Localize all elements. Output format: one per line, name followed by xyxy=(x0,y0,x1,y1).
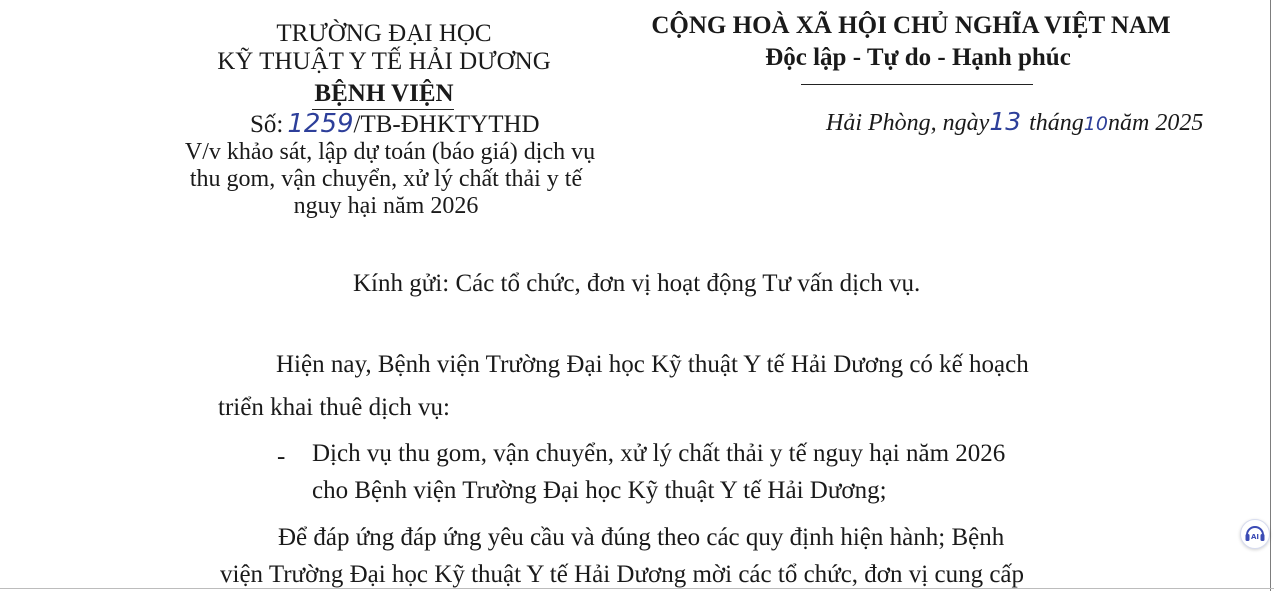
recipient-line: Kính gửi: Các tổ chức, đơn vị hoạt động Tư vấn dịch vụ. xyxy=(353,270,921,297)
bullet-dash: - xyxy=(277,443,286,470)
motto-underline xyxy=(801,84,1033,85)
body-para2-line2: viện Trường Đại học Kỹ thuật Y tế Hải Dương mời các tổ chức, đơn vị cung cấp xyxy=(220,561,1025,588)
ai-label: AI xyxy=(1250,533,1260,541)
body-para2-line1: Để đáp ứng đáp ứng yêu cầu và đúng theo các quy định hiện hành; Bệnh xyxy=(278,524,1005,551)
place-date-prefix: Hải Phòng, ngày xyxy=(826,110,990,136)
national-motto: Độc lập - Tự do - Hạnh phúc xyxy=(765,44,1071,71)
document-number xyxy=(250,109,540,139)
country-name: CỘNG HOÀ XÃ HỘI CHỦ NGHĨA VIỆT NAM xyxy=(651,12,1171,39)
bullet-line-2: cho Bệnh viện Trường Đại học Kỹ thuật Y tế Hải Dương; xyxy=(312,477,887,504)
body-para1-line1: Hiện nay, Bệnh viện Trường Đại học Kỹ thuật Y tế Hải Dương có kế hoạch xyxy=(276,351,1029,378)
headset-icon xyxy=(1243,522,1267,546)
header-hospital: BỆNH VIỆN xyxy=(314,80,454,107)
place-date xyxy=(826,107,1203,137)
number-suffix: /TB-ĐHKTYTHD xyxy=(353,111,540,138)
month-handwritten: 10 xyxy=(1083,113,1108,135)
number-prefix: Số: xyxy=(250,111,284,138)
body-para1-line2: triển khai thuê dịch vụ: xyxy=(218,394,450,421)
bullet-line-1: Dịch vụ thu gom, vận chuyển, xử lý chất thải y tế nguy hại năm 2026 xyxy=(312,440,1006,467)
year-text: năm 2025 xyxy=(1107,110,1204,136)
month-label: tháng xyxy=(1029,110,1084,136)
subject-line-1: V/v khảo sát, lập dự toán (báo giá) dịch vụ xyxy=(184,139,596,165)
subject-line-3: nguy hại năm 2026 xyxy=(293,193,479,219)
page-edge-right xyxy=(1270,0,1271,591)
ai-assistant-button[interactable] xyxy=(1240,519,1270,549)
header-school-name: KỸ THUẬT Y TẾ HẢI DƯƠNG xyxy=(217,48,551,75)
day-handwritten: 13 xyxy=(989,107,1022,136)
header-school-line: TRƯỜNG ĐẠI HỌC xyxy=(276,20,492,47)
subject-line-2: thu gom, vận chuyển, xử lý chất thải y tế xyxy=(189,166,583,192)
number-handwritten: 1259 xyxy=(287,109,354,139)
